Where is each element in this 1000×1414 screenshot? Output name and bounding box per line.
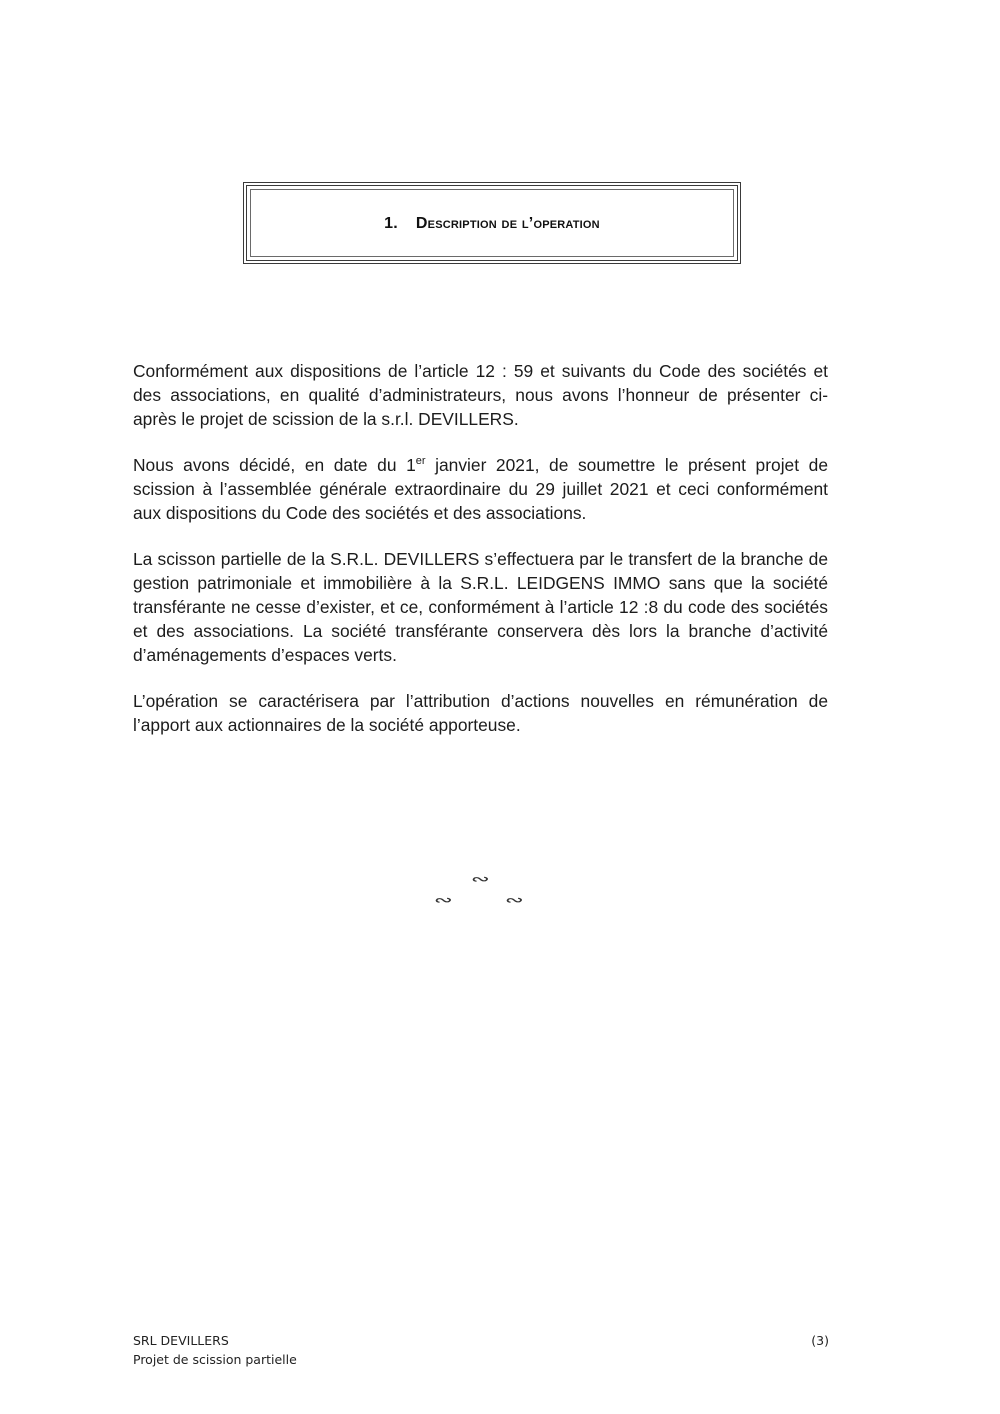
paragraph-decision (133, 453, 828, 525)
ordinal-superscript: er (415, 455, 426, 468)
section-number: 1. (384, 215, 398, 232)
fleuron-icon: ∾ (470, 870, 490, 888)
section-title (384, 215, 600, 233)
page-number: (3) (811, 1333, 829, 1348)
paragraph-decision-start: Nous avons décidé, en date du 1 (133, 455, 416, 475)
footer-company: SRL DEVILLERS (133, 1333, 229, 1348)
paragraph-intro: Conformément aux dispositions de l’article 12 : 59 et suivants du Code des sociétés et des associations, en qualité d’administrateurs, nous avons l’honneur de présenter ci-après le projet de scission de la s.r.l. DEVILLERS. (133, 361, 828, 429)
page-footer (133, 1331, 297, 1369)
section-title-box (243, 182, 741, 264)
paragraph-scission-details: La scisson partielle de la S.R.L. DEVILLERS s’effectuera par le transfert de la branche de gestion patrimoniale et immobilière à la S.R.L. LEIDGENS IMMO sans que la société transférante ne cesse d’exister, et ce, conformément à l’article 12 :8 du code des sociétés et des associations. La société transférante conservera dès lors la branche d’activité d’aménagements d’espaces verts. (133, 549, 828, 665)
paragraph-attribution: L’opération se caractérisera par l’attribution d’actions nouvelles en rémunération de l’apport aux actionnaires de la société apporteuse. (133, 691, 828, 735)
section-title-label: Description de l’operation (415, 215, 600, 232)
fleuron-icon: ∾ (504, 891, 524, 909)
paragraph-decision-end: janvier 2021, de soumettre le présent projet de scission à l’assemblée générale extraordinaire du 29 juillet 2021 et ceci conformément aux dispositions du Code des sociétés et des associations. (133, 455, 828, 523)
fleuron-icon: ∾ (433, 891, 453, 909)
footer-subtitle: Projet de scission partielle (133, 1352, 297, 1367)
